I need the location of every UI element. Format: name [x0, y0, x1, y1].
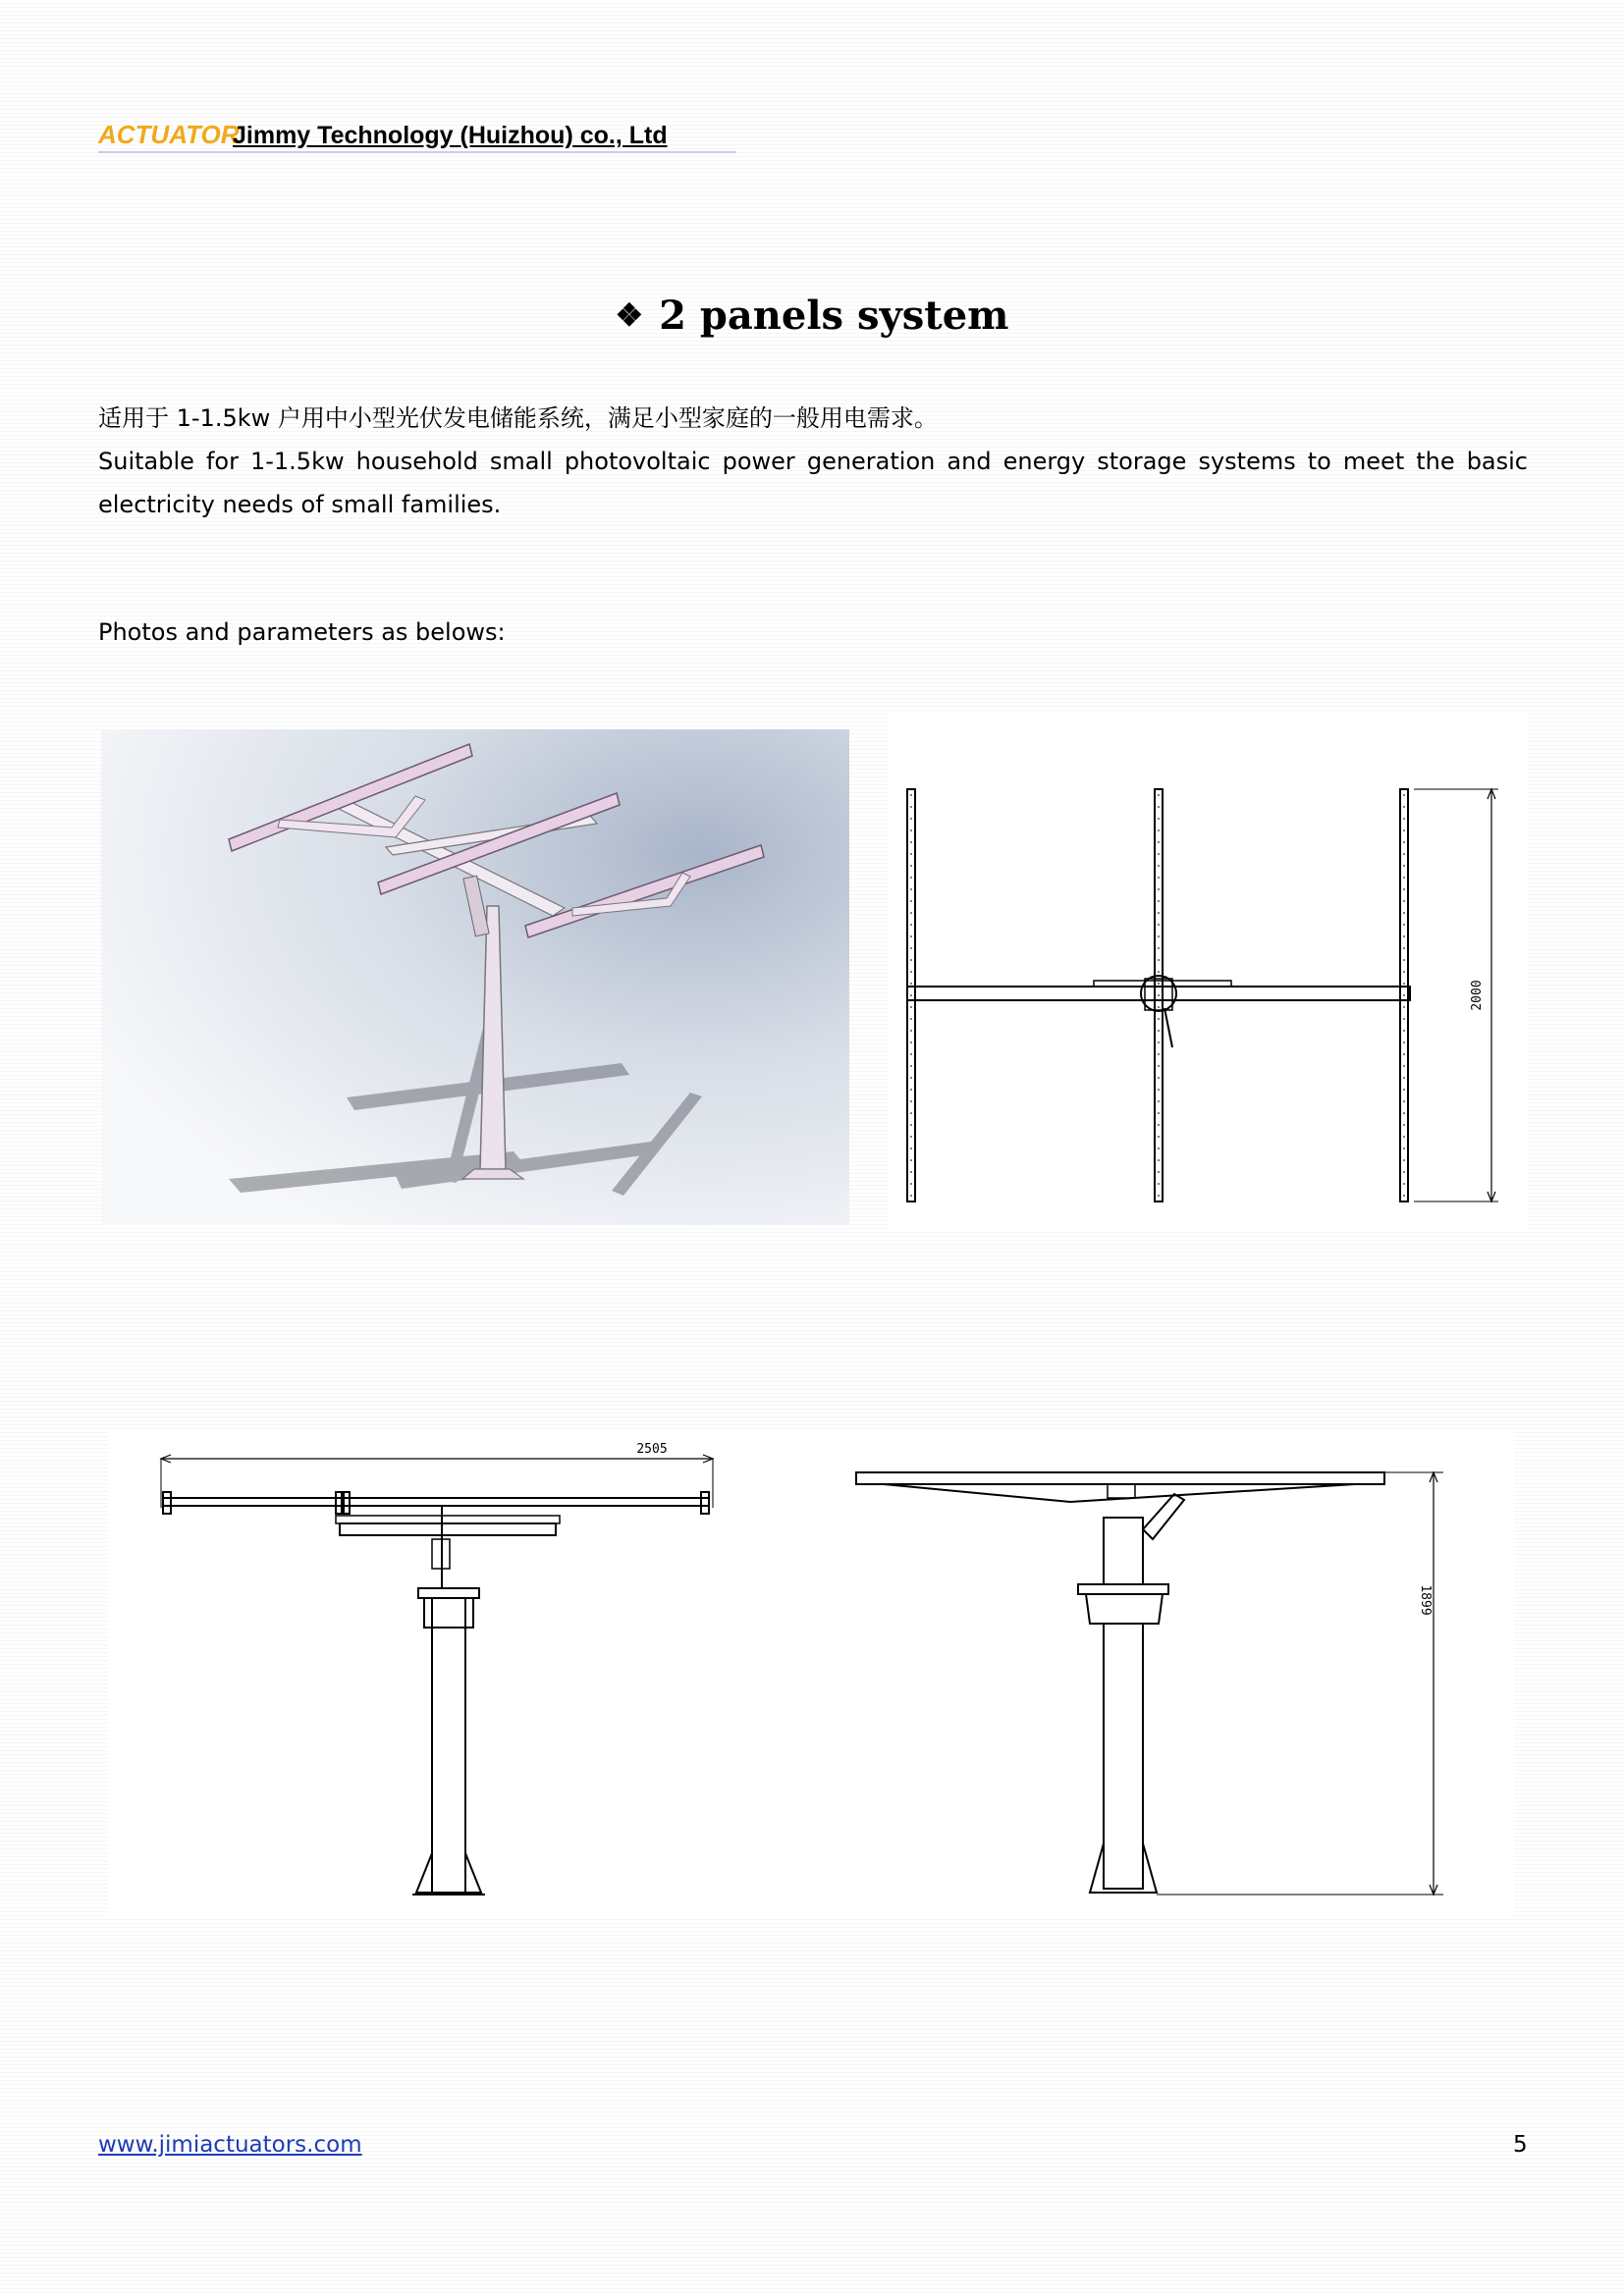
side-view-dimension-label: 1899	[1418, 1584, 1433, 1616]
header-divider	[98, 151, 736, 153]
photos-caption: Photos and parameters as belows:	[98, 618, 506, 646]
section-title-text: 2 panels system	[659, 293, 1009, 339]
top-view-drawing	[888, 714, 1528, 1229]
front-side-view-drawing	[108, 1431, 1514, 1918]
diamond-bullet-icon: ❖	[615, 296, 644, 334]
tracker-3d-render	[101, 729, 849, 1225]
intro-chinese: 适用于 1-1.5kw 户用中小型光伏发电储能系统，满足小型家庭的一般用电需求。	[98, 404, 938, 432]
tracker-3d-render-svg	[101, 729, 849, 1225]
intro-english: Suitable for 1-1.5kw household small photovoltaic power generation and energy storage systems to meet the basic electricity needs of small families.	[98, 448, 1528, 518]
company-logo: ACTUATOR	[98, 120, 240, 149]
top-view-dimension-label: 2000	[1470, 980, 1485, 1011]
section-title	[0, 293, 1624, 339]
front-view-dimension-label: 2505	[636, 1442, 668, 1457]
company-name: Jimmy Technology (Huizhou) co., Ltd	[233, 122, 668, 149]
page-header	[98, 116, 736, 155]
front-side-view-drawing-svg	[108, 1431, 1514, 1918]
page-number: 5	[1513, 2132, 1528, 2158]
website-link[interactable]: www.jimiactuators.com	[98, 2132, 362, 2158]
top-view-drawing-svg	[888, 714, 1528, 1229]
